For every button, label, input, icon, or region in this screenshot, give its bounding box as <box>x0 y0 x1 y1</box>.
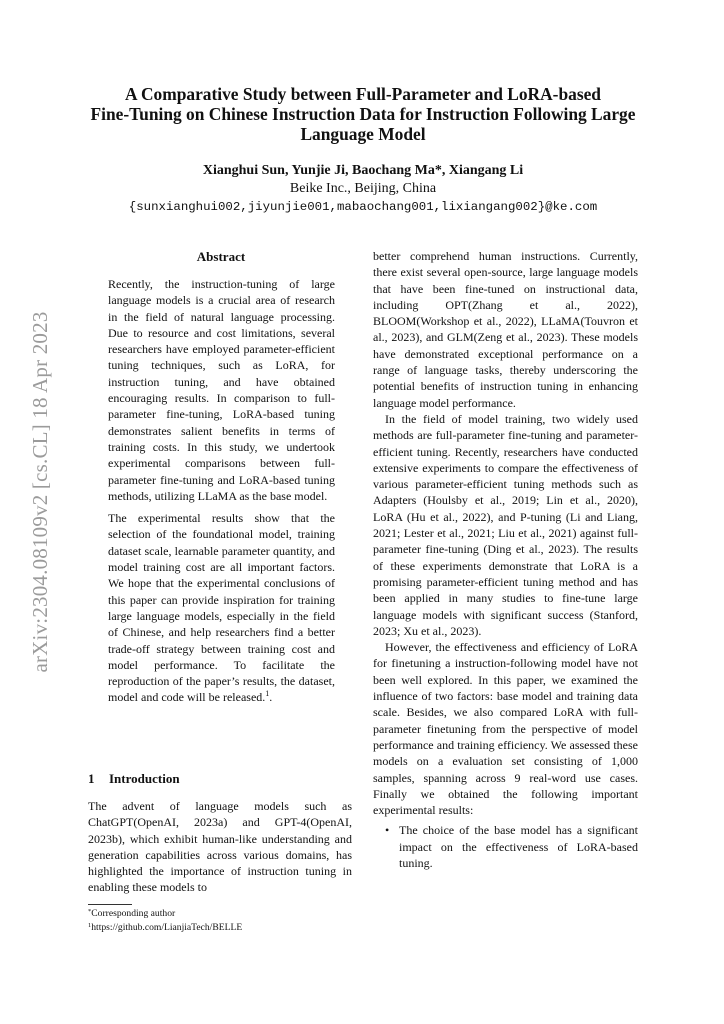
list-item <box>373 822 638 871</box>
footnote-reference[interactable]: 1 <box>265 689 270 699</box>
abstract-heading: Abstract <box>196 249 246 264</box>
title-line: Language Model <box>300 124 426 144</box>
list-item-text: The choice of the base model has a significant impact on the effectiveness of LoRA-based tuning. <box>399 823 638 870</box>
abstract-body <box>108 276 335 712</box>
section-number: 1 <box>88 771 95 786</box>
abstract-paragraph: Recently, the instruction-tuning of large language models is a crucial area of research in the field of natural language processing. Due to resource and cost limitations, several researchers have employed parameter-efficient tuning techniques, such as LoRA, for instruction tuning, and have obtained encouraging results. In comparison to full-parameter fine-tuning, LoRA-based tuning demonstrates salient benefits in terms of training costs. In this study, we undertook experimental comparisons between full-parameter fine-tuning and LoRA-based tuning methods, utilizing LLaMA as the base model. <box>108 277 335 503</box>
footnotes <box>88 906 352 933</box>
body-paragraph: In the field of model training, two widely used methods are full-parameter fine-tuning and parameter-efficient tuning. Recently, researchers have conducted extensive experiments to compare the effectiveness of various parameter-efficient tuning methods such as Adapters (Houlsby et al., 2019; Lin et al., 2020), LoRA (Hu et al., 2022), and P-tuning (Li and Liang, 2021; Lester et al., 2021; Liu et al., 2021) against full-parameter fine-tuning (Ding et al., 2023). The results of these experiments demonstrate that LoRA is a promising parameter-efficient tuning method and has been applied in many studies to fine-tune large language models with significant success (Stanford, 2023; Xu et al., 2023). <box>373 411 638 638</box>
footnote-text: Corresponding author <box>91 908 176 919</box>
section-title: Introduction <box>109 771 180 786</box>
footnote-corresponding <box>88 906 352 920</box>
footnote-divider <box>88 904 132 905</box>
footnote-url[interactable]: https://github.com/LianjiaTech/BELLE <box>91 921 243 933</box>
footnote-link <box>88 920 352 934</box>
author-emails: {sunxianghui002,jiyunjie001,mabaochang001,lixiangang002}@ke.com <box>128 200 598 214</box>
title-line: Fine-Tuning on Chinese Instruction Data for Instruction Following Large <box>90 104 636 124</box>
bullet-marker: • <box>385 823 390 838</box>
author-list: Xianghui Sun, Yunjie Ji, Baochang Ma*, Xiangang Li <box>202 163 524 178</box>
introduction-body <box>88 798 352 896</box>
abstract-paragraph-end: . <box>269 690 273 705</box>
intro-paragraph: The advent of language models such as ChatGPT(OpenAI, 2023a) and GPT-4(OpenAI, 2023b), which exhibit human-like understanding and generation capabilities across various domains, has highlighted the importance of instruction tuning in enabling these models to <box>88 799 352 895</box>
footnote-mark: * <box>88 908 92 915</box>
section-heading-introduction <box>88 770 358 788</box>
findings-list <box>373 822 638 871</box>
right-column <box>373 248 638 871</box>
footnote-mark: 1 <box>88 921 92 929</box>
abstract-paragraph-text: The experimental results show that the selection of the foundational model, training dataset scale, learnable parameter quantity, and model training cost are all important factors. We hope that the experimental conclusions of this paper can provide inspiration for training large language models, especially in the field of Chinese, and help researchers find a better trade-off strategy between training cost and model performance. To facilitate the reproduction of the paper’s results, the dataset, model and code will be released. <box>108 511 335 705</box>
paper-title <box>80 84 646 144</box>
abstract-paragraph <box>108 510 335 706</box>
body-paragraph: However, the effectiveness and efficiency of LoRA for finetuning a instruction-following model have not been well explored. In this paper, we examined the influence of two factors: base model and training data scale. Besides, we also compared LoRA with full-parameter finetuning from the perspective of model performance and training efficiency. We assessed these models on a evaluation set consisting of 1,000 samples, spanning across 9 real-word use cases. Finally we obtained the following important experimental results: <box>373 640 638 818</box>
body-paragraph: better comprehend human instructions. Currently, there exist several open-source, large language models that have been fine-tuned on instructional data, including OPT(Zhang et al., 2022), BLOOM(Workshop et al., 2022), LLaMA(Touvron et al., 2023), and GLM(Zeng et al., 2023). These models have demonstrated exceptional performance on a range of language tasks, thereby underscoring the potential benefits of instruction tuning in enhancing language model performance. <box>373 249 638 410</box>
affiliation: Beike Inc., Beijing, China <box>289 181 437 196</box>
title-line: A Comparative Study between Full-Parameter and LoRA-based <box>125 84 601 104</box>
arxiv-identifier: arXiv:2304.08109v2 [cs.CL] 18 Apr 2023 <box>28 311 52 673</box>
